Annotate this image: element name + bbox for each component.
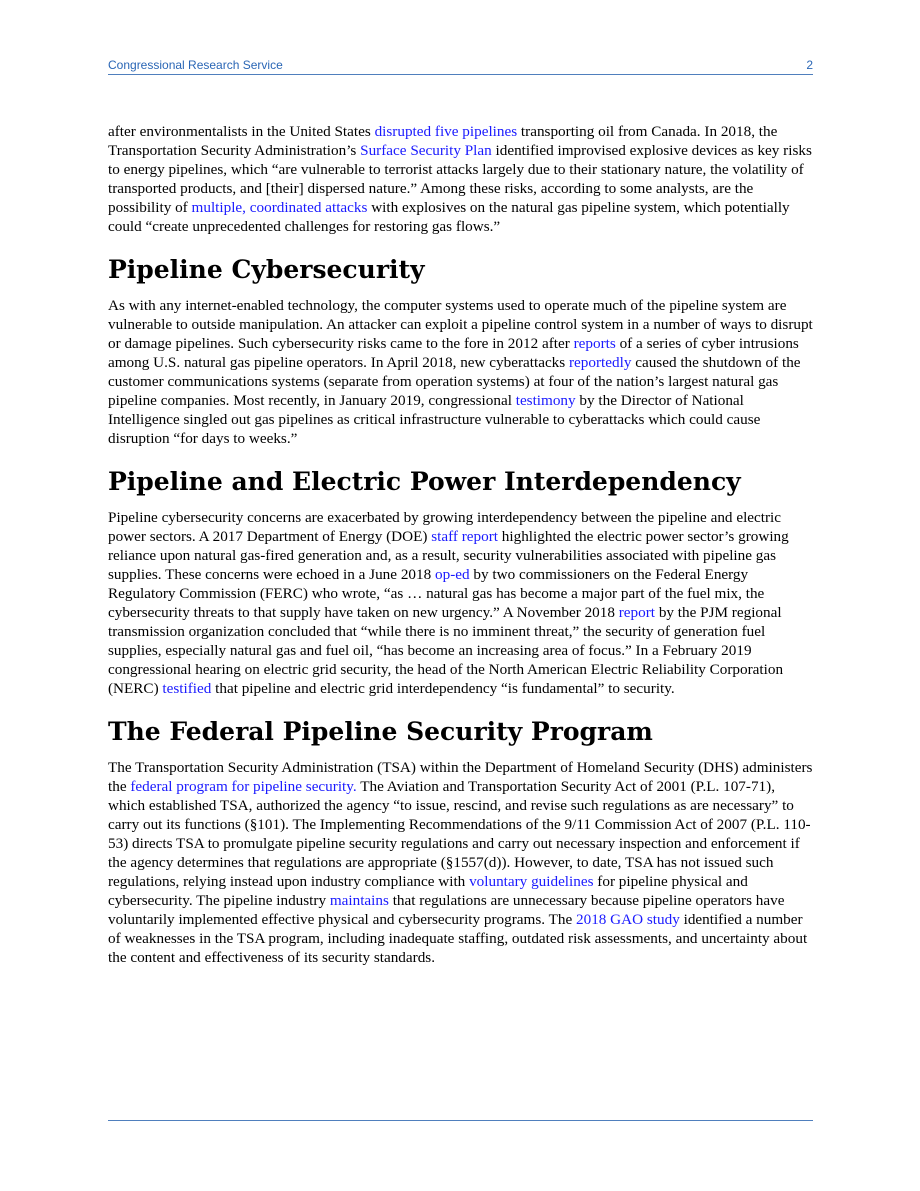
text-run: for pipeline physical and cybersecurity. The pipeline industry — [108, 873, 748, 909]
heading-pipeline-cybersecurity: Pipeline Cybersecurity — [108, 255, 425, 284]
link-maintains[interactable]: maintains — [329, 892, 389, 909]
footer-rule — [108, 1120, 813, 1121]
text-run: highlighted the electric power sector’s growing reliance upon natural gas-fired generation and, as a result, security vulnerabilities associated with pipeline gas supplies. These concerns were echoed in a June 2018 — [108, 528, 789, 583]
text-run: that regulations are unnecessary because pipeline operators have voluntarily implemented effective physical and cybersecurity programs. The — [108, 892, 785, 928]
text-run: As with any internet-enabled technology, the computer systems used to operate much of the pipeline system are vulnerable to outside manipulation. An attacker can exploit a pipeline control system in a number of ways to disrupt or damage pipelines. Such cybersecurity risks came to the fore in 2012 after — [108, 297, 813, 352]
document-body — [108, 122, 813, 967]
text-run: The Transportation Security Administration (TSA) within the Department of Homeland Security (DHS) administers the — [108, 759, 813, 795]
link-reportedly[interactable]: reportedly — [569, 354, 632, 371]
link-voluntary-guidelines[interactable]: voluntary guidelines — [469, 873, 594, 890]
link-disrupted-five-pipelines[interactable]: disrupted five pipelines — [374, 123, 518, 140]
link-multiple-coordinated-attacks[interactable]: multiple, coordinated attacks — [191, 199, 368, 216]
text-run: that pipeline and electric grid interdependency “is fundamental” to security. — [211, 680, 675, 697]
link-testimony[interactable]: testimony — [515, 392, 576, 409]
text-run: Pipeline cybersecurity concerns are exacerbated by growing interdependency between the pipeline and electric power sectors. A 2017 Department of Energy (DOE) — [108, 509, 782, 545]
text-run: after environmentalists in the United States — [108, 123, 375, 140]
link-staff-report[interactable]: staff report — [431, 528, 498, 545]
text-run: by the PJM regional transmission organization concluded that “while there is no imminent threat,” the security of generation fuel supplies, especially natural gas and fuel oil, “has become an increasing area of focus.” In a February 2019 congressional hearing on electric grid security, the head of the North American Electric Reliability Corporation (NERC) — [108, 604, 784, 697]
text-run: with explosives on the natural gas pipeline system, which potentially could “create unprecedented challenges for restoring gas flows.” — [108, 199, 790, 235]
page-number: 2 — [806, 58, 813, 72]
paragraph-cybersecurity — [108, 296, 813, 448]
paragraph-federal-program — [108, 758, 813, 967]
page-header — [108, 57, 813, 75]
text-run: by the Director of National Intelligence singled out gas pipelines as critical infrastructure vulnerable to cyberattacks which could cause disruption “for days to weeks.” — [108, 392, 761, 447]
heading-federal-program: The Federal Pipeline Security Program — [108, 717, 653, 746]
heading-interdependency: Pipeline and Electric Power Interdependency — [108, 467, 741, 496]
paragraph-intro — [108, 122, 813, 236]
link-op-ed[interactable]: op-ed — [435, 566, 470, 583]
link-surface-security-plan[interactable]: Surface Security Plan — [360, 142, 492, 159]
link-report[interactable]: report — [618, 604, 656, 621]
link-reports[interactable]: reports — [573, 335, 616, 352]
link-testified[interactable]: testified — [162, 680, 212, 697]
text-run: The Aviation and Transportation Security Act of 2001 (P.L. 107-71), which established TSA, authorized the agency “to issue, rescind, and revise such regulations as are necessary” to carry out its functions (§101). The Implementing Recommendations of the 9/11 Commission Act of 2007 (P.L. 110-53) directs TSA to promulgate pipeline security regulations and carry out necessary inspection and enforcement if the agency determines that regulations are appropriate (§1557(d)). However, to date, TSA has not issued such regulations, relying instead upon industry compliance with — [108, 778, 811, 890]
text-run: by two commissioners on the Federal Energy Regulatory Commission (FERC) who wrote, “as … natural gas has become a major part of the fuel mix, the cybersecurity threats to that supply have taken on new urgency.” A November 2018 — [108, 566, 765, 621]
link-federal-program[interactable]: federal program for pipeline security. — [130, 778, 357, 795]
text-run: identified a number of weaknesses in the TSA program, including inadequate staffing, outdated risk assessments, and uncertainty about the content and effectiveness of its security standards. — [108, 911, 808, 966]
text-run: transporting oil from Canada. In 2018, the Transportation Security Administration’s — [108, 123, 778, 159]
paragraph-interdependency — [108, 508, 813, 698]
text-run: caused the shutdown of the customer communications systems (separate from operation systems) at four of the nation’s largest natural gas pipeline companies. Most recently, in January 2019, congressional — [108, 354, 801, 409]
text-run: identified improvised explosive devices as key risks to energy pipelines, which “are vulnerable to terrorist attacks largely due to their stationary nature, the volatility of transported products, and [their] dispersed nature.” Among these risks, according to some analysts, are the possibility of — [108, 142, 812, 216]
header-title: Congressional Research Service — [108, 58, 283, 72]
text-run: of a series of cyber intrusions among U.S. natural gas pipeline operators. In April 2018, new cyberattacks — [108, 335, 799, 371]
link-2018-gao-study[interactable]: 2018 GAO study — [576, 911, 680, 928]
